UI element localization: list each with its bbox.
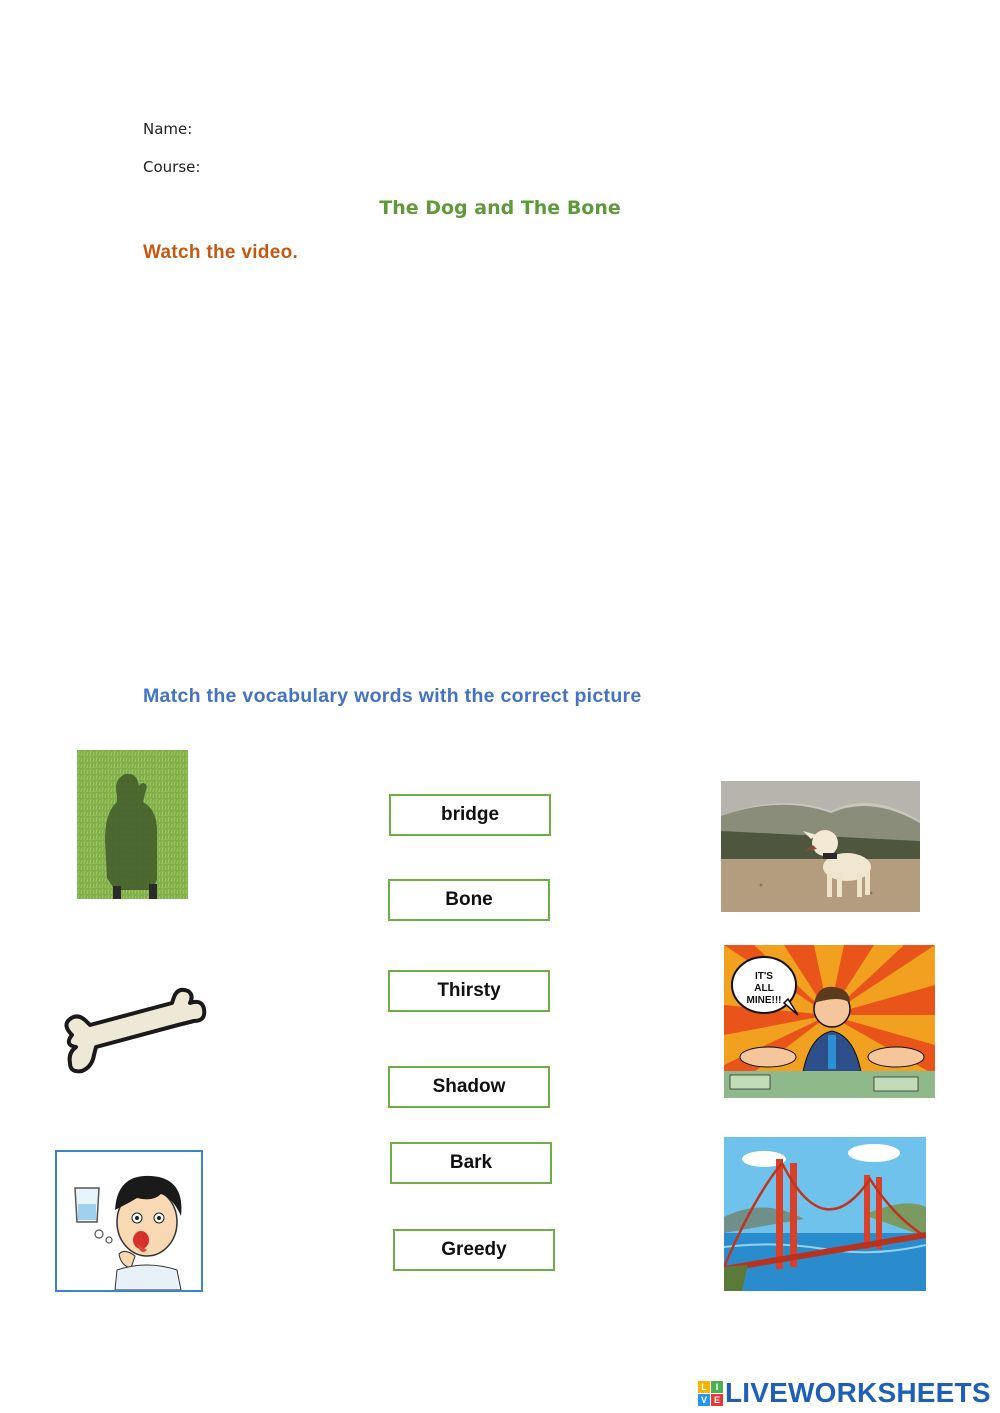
svg-text:ALL: ALL — [754, 983, 774, 994]
word-box-greedy[interactable]: Greedy — [393, 1229, 555, 1271]
course-label: Course: — [143, 158, 201, 176]
barking-dog-picture[interactable] — [721, 781, 920, 912]
bone-picture[interactable] — [60, 985, 210, 1080]
liveworksheets-brand — [698, 1376, 991, 1410]
word-box-shadow[interactable]: Shadow — [388, 1066, 550, 1108]
dog-icon — [721, 781, 920, 912]
name-label: Name: — [143, 120, 193, 138]
liveworksheets-logo-icon: L I V E — [698, 1381, 723, 1406]
svg-text:IT'S: IT'S — [755, 971, 773, 982]
bone-icon — [60, 985, 210, 1080]
shadow-icon — [77, 750, 188, 899]
match-instruction: Match the vocabulary words with the correct picture — [143, 685, 642, 707]
word-box-bridge[interactable]: bridge — [389, 794, 551, 836]
greedy-icon — [724, 945, 935, 1098]
word-box-thirsty[interactable]: Thirsty — [388, 970, 550, 1012]
svg-text:MINE!!!: MINE!!! — [746, 995, 782, 1006]
page-title: The Dog and The Bone — [379, 197, 621, 219]
word-box-bark[interactable]: Bark — [390, 1142, 552, 1184]
thirsty-picture[interactable] — [55, 1150, 203, 1292]
greedy-picture[interactable] — [724, 945, 935, 1098]
bridge-picture[interactable] — [724, 1137, 926, 1291]
watch-instruction: Watch the video. — [143, 242, 299, 263]
shadow-picture[interactable] — [77, 750, 188, 899]
brand-text: LIVEWORKSHEETS — [725, 1377, 991, 1408]
word-box-bone[interactable]: Bone — [388, 879, 550, 921]
bridge-icon — [724, 1137, 926, 1291]
thirsty-icon — [57, 1152, 201, 1290]
